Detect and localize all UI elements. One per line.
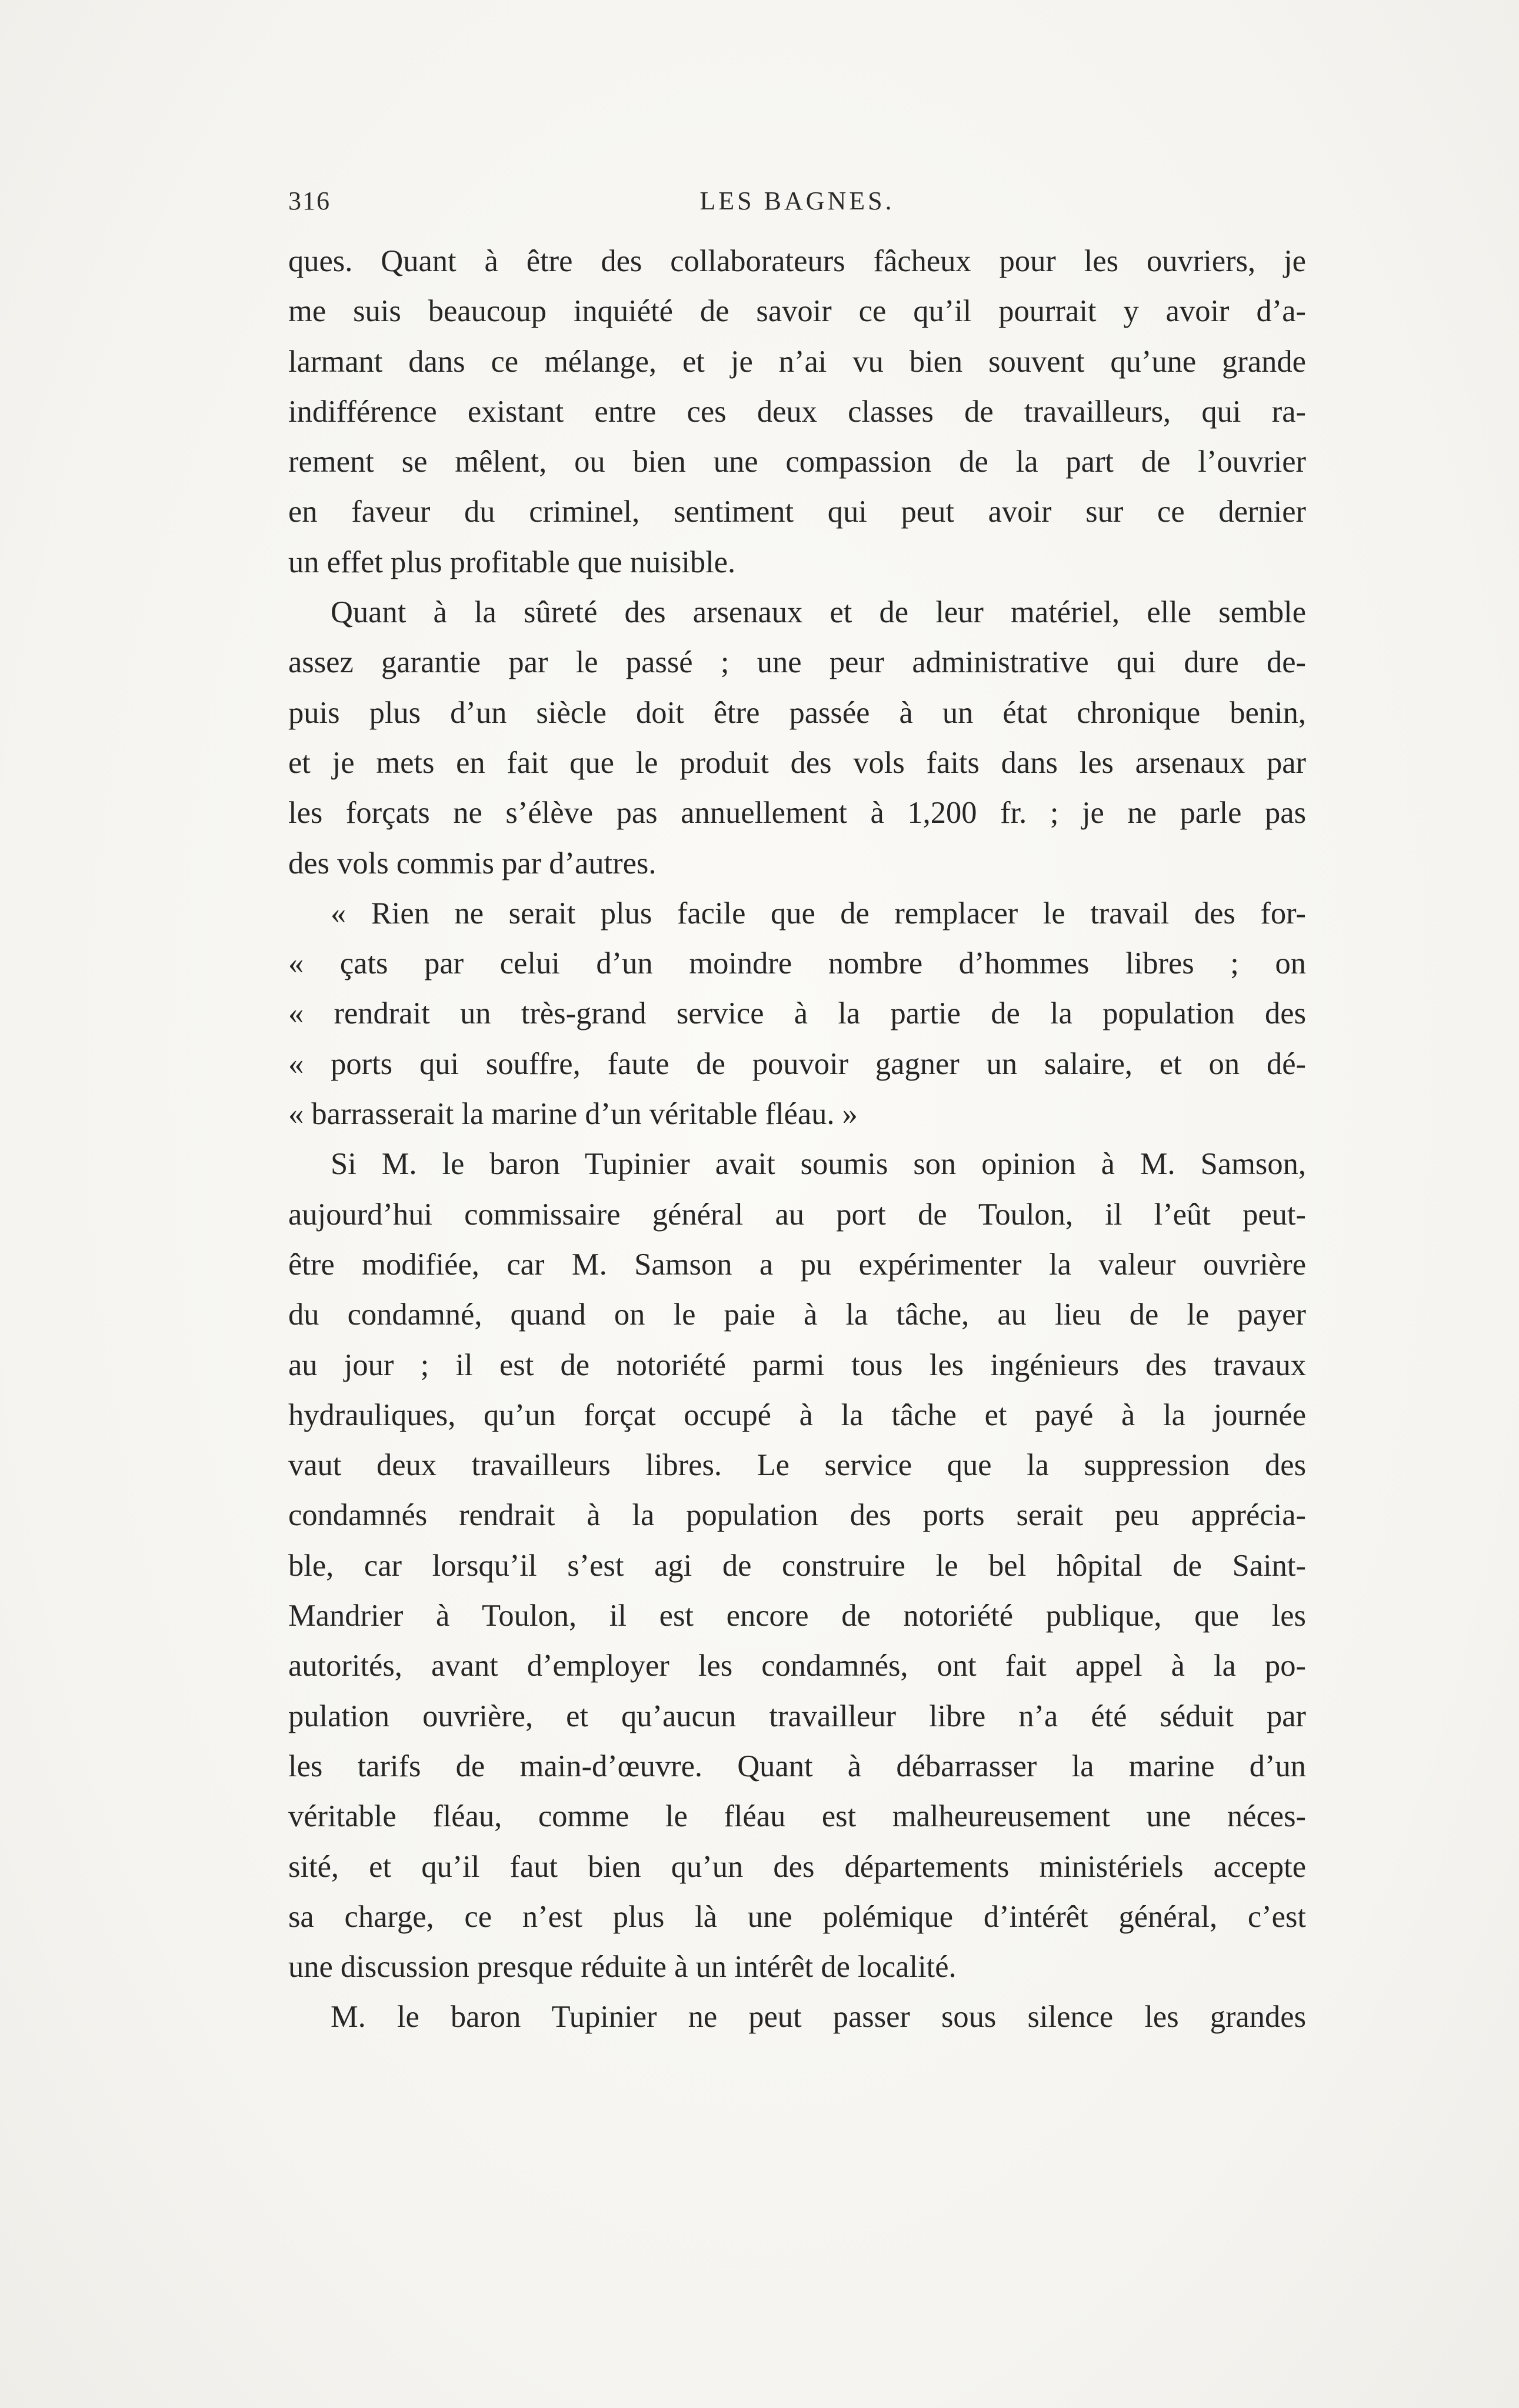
page-number: 316 bbox=[288, 186, 331, 215]
text-line: rement se mêlent, ou bien une compassion de la part de l’ouvrier bbox=[288, 445, 1306, 479]
text-line: Mandrier à Toulon, il est encore de notoriété publique, que les bbox=[288, 1599, 1306, 1633]
text-line: un effet plus profitable que nuisible. bbox=[288, 545, 736, 579]
text-line: M. le baron Tupinier ne peut passer sous silence les grandes bbox=[331, 2000, 1306, 2035]
text-line: puis plus d’un siècle doit être passée à un état chronique benin, bbox=[288, 695, 1306, 730]
text-line: larmant dans ce mélange, et je n’ai vu bien souvent qu’une grande bbox=[288, 344, 1306, 379]
text-line: en faveur du criminel, sentiment qui peut avoir sur ce dernier bbox=[288, 495, 1306, 529]
text-line: « çats par celui d’un moindre nombre d’hommes libres ; on bbox=[288, 946, 1306, 981]
running-title: LES BAGNES. bbox=[699, 186, 895, 215]
text-line: condamnés rendrait à la population des ports serait peu apprécia- bbox=[288, 1498, 1306, 1533]
text-line: au jour ; il est de notoriété parmi tous les ingénieurs des travaux bbox=[288, 1348, 1306, 1382]
text-line: sité, et qu’il faut bien qu’un des départements ministériels accepte bbox=[288, 1849, 1306, 1884]
text-line: du condamné, quand on le paie à la tâche, au lieu de le payer bbox=[288, 1298, 1306, 1332]
text-line: être modifiée, car M. Samson a pu expérimenter la valeur ouvrière bbox=[288, 1247, 1306, 1282]
text-line: des vols commis par d’autres. bbox=[288, 846, 657, 881]
text-line: Si M. le baron Tupinier avait soumis son opinion à M. Samson, bbox=[331, 1147, 1306, 1182]
page-header bbox=[288, 186, 1306, 221]
text-line: « barrasserait la marine d’un véritable fléau. » bbox=[288, 1097, 858, 1132]
text-line: les tarifs de main-d’œuvre. Quant à débarrasser la marine d’un bbox=[288, 1749, 1306, 1783]
text-line: sa charge, ce n’est plus là une polémique d’intérêt général, c’est bbox=[288, 1899, 1306, 1934]
text-line: et je mets en fait que le produit des vols faits dans les arsenaux par bbox=[288, 745, 1306, 780]
text-line: ques. Quant à être des collaborateurs fâcheux pour les ouvriers, je bbox=[288, 244, 1306, 278]
text-line: véritable fléau, comme le fléau est malheureusement une néces- bbox=[288, 1799, 1306, 1834]
text-line: une discussion presque réduite à un intérêt de localité. bbox=[288, 1950, 957, 1985]
text-line: indifférence existant entre ces deux classes de travailleurs, qui ra- bbox=[288, 394, 1306, 429]
text-line: assez garantie par le passé ; une peur administrative qui dure de- bbox=[288, 645, 1306, 680]
text-line: « rendrait un très-grand service à la partie de la population des bbox=[288, 996, 1306, 1031]
text-line: autorités, avant d’employer les condamnés, ont fait appel à la po- bbox=[288, 1649, 1306, 1683]
text-line: ble, car lorsqu’il s’est agi de construire le bel hôpital de Saint- bbox=[288, 1548, 1306, 1583]
text-line: pulation ouvrière, et qu’aucun travailleur libre n’a été séduit par bbox=[288, 1699, 1306, 1733]
text-line: Quant à la sûreté des arsenaux et de leur matériel, elle semble bbox=[331, 595, 1306, 630]
body-text bbox=[288, 236, 1306, 2043]
text-line: les forçats ne s’élève pas annuellement à 1,200 fr. ; je ne parle pas bbox=[288, 796, 1306, 831]
text-line: me suis beaucoup inquiété de savoir ce qu’il pourrait y avoir d’a- bbox=[288, 294, 1306, 329]
text-line: vaut deux travailleurs libres. Le service que la suppression des bbox=[288, 1448, 1306, 1483]
text-line: « Rien ne serait plus facile que de remplacer le travail des for- bbox=[331, 896, 1306, 930]
text-line: hydrauliques, qu’un forçat occupé à la tâche et payé à la journée bbox=[288, 1398, 1306, 1432]
text-line: « ports qui souffre, faute de pouvoir gagner un salaire, et on dé- bbox=[288, 1046, 1306, 1081]
text-line: aujourd’hui commissaire général au port de Toulon, il l’eût peut- bbox=[288, 1197, 1306, 1232]
